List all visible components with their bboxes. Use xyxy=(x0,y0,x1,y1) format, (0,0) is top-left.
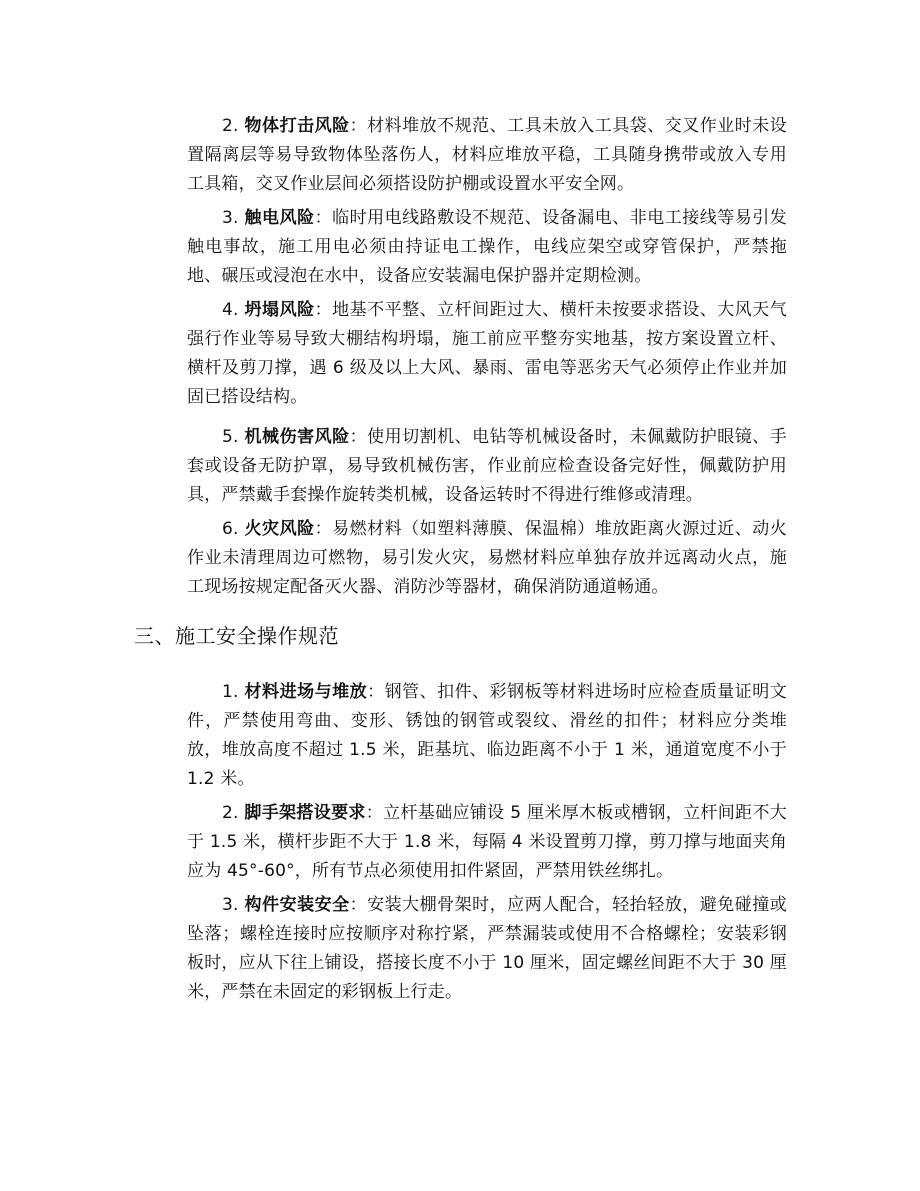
item-number: 3. xyxy=(222,895,239,915)
item-title: 构件安装安全 xyxy=(244,895,350,915)
item-title: 坍塌风险 xyxy=(244,300,315,320)
item-text: ：易燃材料（如塑料薄膜、保温棉）堆放距离火源过近、动火作业未清理周边可燃物，易引发火灾，易燃材料应单独存放并远离动火点，施工现场按规定配备灭火器、消防沙等器材，确保消防通道畅通。 xyxy=(187,519,787,597)
item-text: ：材料堆放不规范、工具未放入工具袋、交叉作业时未设置隔离层等易导致物体坠落伤人，材料应堆放平稳，工具随身携带或放入专用工具箱，交叉作业层间必须搭设防护棚或设置水平安全网。 xyxy=(187,116,788,194)
item-text: ：立杆基础应铺设 5 厘米厚木板或槽钢，立杆间距不大于 1.5 米，横杆步距不大于 1.8 米，每隔 4 米设置剪刀撑，剪刀撑与地面夹角应为 45°-60°，所有节点必须使用扣件紧固，严禁用铁丝绑扎。 xyxy=(187,803,788,881)
spec-item-installation xyxy=(187,891,787,1007)
item-number: 5. xyxy=(222,427,239,447)
item-title: 触电风险 xyxy=(244,208,315,228)
item-number: 2. xyxy=(222,803,239,823)
item-number: 2. xyxy=(222,116,239,136)
risk-item-fire xyxy=(187,515,787,602)
risk-item-collapse xyxy=(187,296,787,412)
item-title: 材料进场与堆放 xyxy=(244,682,368,702)
item-text: ：安装大棚骨架时，应两人配合，轻抬轻放，避免碰撞或坠落；螺栓连接时应按顺序对称拧紧，严禁漏装或使用不合格螺栓；安装彩钢板时，应从下往上铺设，搭接长度不小于 10 厘米，固定螺丝间距不大于 30 厘米，严禁在未固定的彩钢板上行走。 xyxy=(187,895,788,1002)
item-text: ：使用切割机、电钻等机械设备时，未佩戴防护眼镜、手套或设备无防护罩，易导致机械伤害，作业前应检查设备完好性，佩戴防护用具，严禁戴手套操作旋转类机械，设备运转时不得进行维修或清理。 xyxy=(187,427,788,505)
item-text: ：临时用电线路敷设不规范、设备漏电、非电工接线等易引发触电事故，施工用电必须由持证电工操作，电线应架空或穿管保护，严禁拖地、碾压或浸泡在水中，设备应安装漏电保护器并定期检测。 xyxy=(187,208,787,286)
item-text: ：钢管、扣件、彩钢板等材料进场时应检查质量证明文件，严禁使用弯曲、变形、锈蚀的钢管或裂纹、滑丝的扣件；材料应分类堆放，堆放高度不超过 1.5 米，距基坑、临边距离不小于 1 米，通道宽度不小于 1.2 米。 xyxy=(187,682,787,789)
item-number: 6. xyxy=(222,519,239,539)
item-title: 机械伤害风险 xyxy=(244,427,350,447)
section-heading: 三、施工安全操作规范 xyxy=(134,624,339,648)
item-title: 脚手架搭设要求 xyxy=(244,803,366,823)
spec-item-scaffold xyxy=(187,799,787,886)
risk-item-mechanical xyxy=(187,423,787,510)
item-number: 1. xyxy=(222,682,239,702)
item-text: ：地基不平整、立杆间距过大、横杆未按要求搭设、大风天气强行作业等易导致大棚结构坍塌，施工前应平整夯实地基，按方案设置立杆、横杆及剪刀撑，遇 6 级及以上大风、暴雨、雷电等恶劣天气必须停止作业并加固已搭设结构。 xyxy=(187,300,787,407)
risk-item-electric xyxy=(187,204,787,291)
item-number: 3. xyxy=(222,208,239,228)
item-title: 火灾风险 xyxy=(244,519,315,539)
risk-item-impact xyxy=(187,112,787,199)
spec-item-materials xyxy=(187,678,787,794)
item-number: 4. xyxy=(222,300,239,320)
item-title: 物体打击风险 xyxy=(244,116,350,136)
